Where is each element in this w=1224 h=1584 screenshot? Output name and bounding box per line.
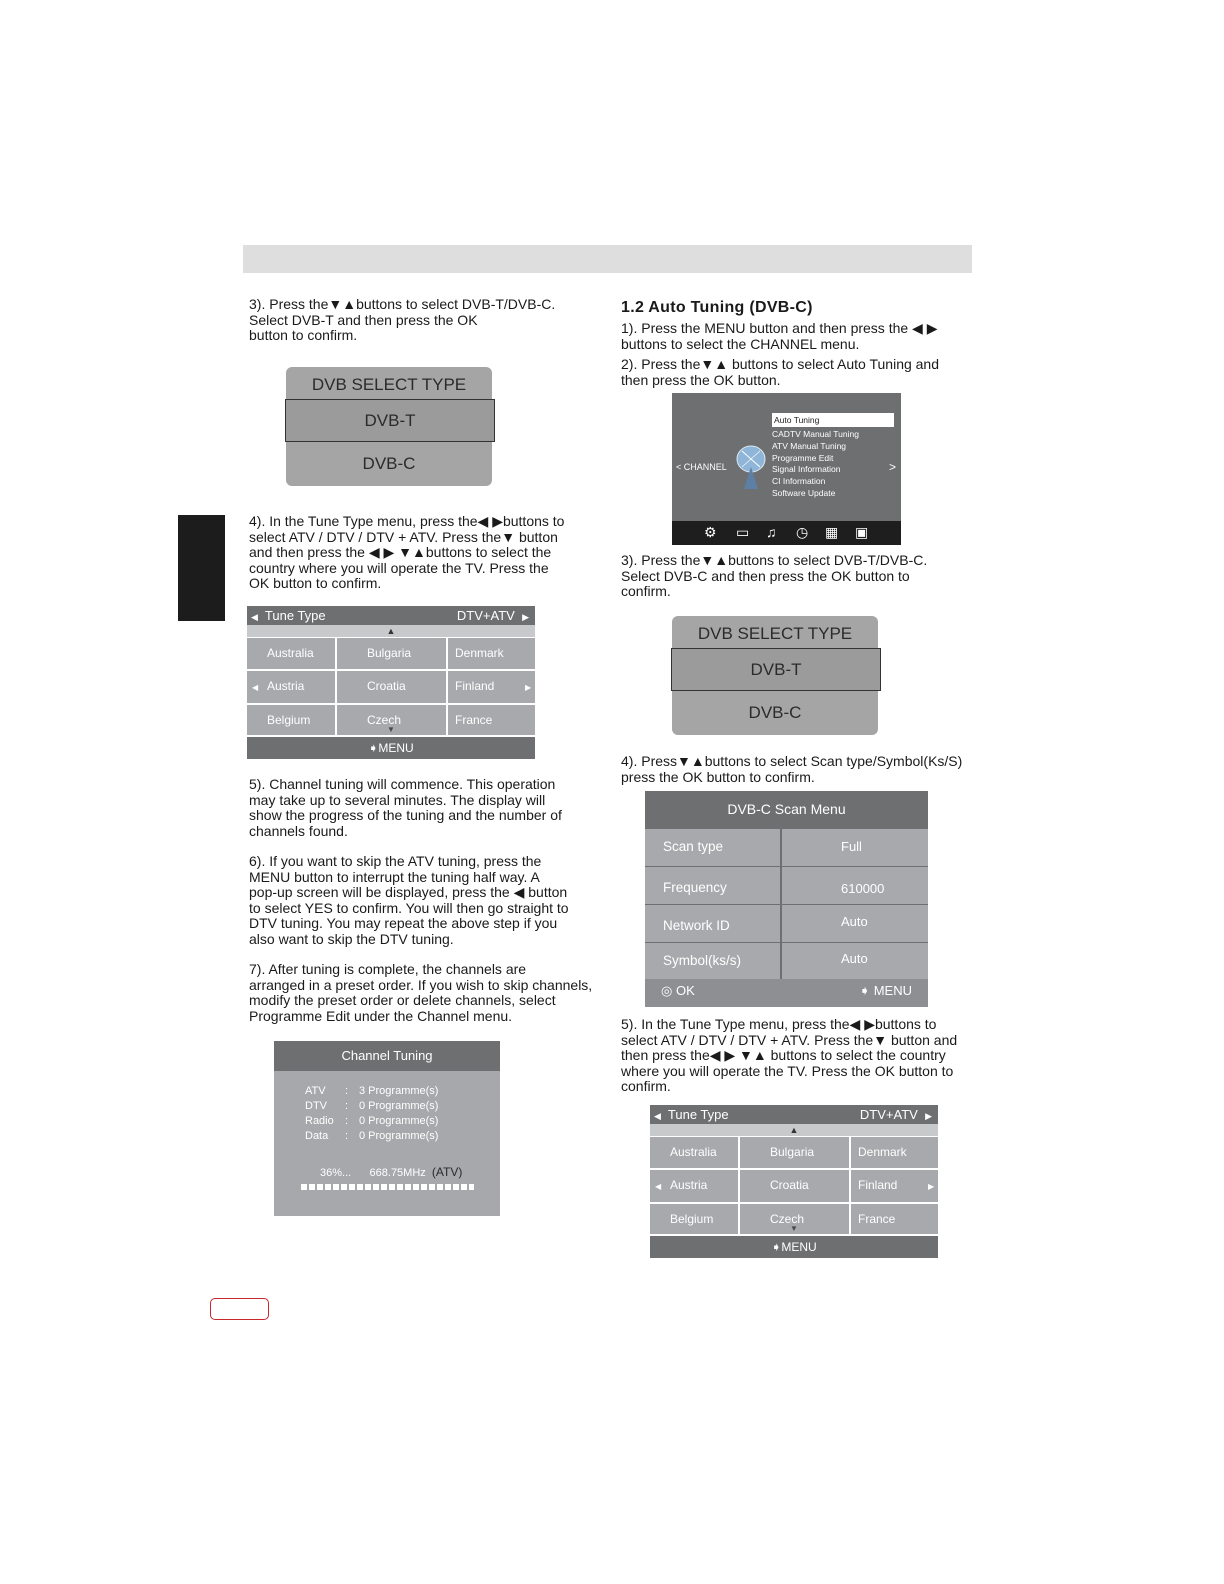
country-cell: Finland bbox=[851, 1170, 938, 1202]
country-cell: France bbox=[448, 705, 535, 735]
tune-type-value: DTV+ATV bbox=[859, 1107, 918, 1122]
tune-type-title: Tune Type bbox=[264, 608, 326, 623]
scan-row: Scan type Full bbox=[645, 828, 928, 866]
tune-type-footer bbox=[650, 1236, 938, 1258]
hand-pointer-icon: ➧ bbox=[368, 741, 379, 755]
gear-icon: ⚙ bbox=[704, 524, 717, 540]
hand-pointer-icon: ➧ bbox=[859, 983, 871, 998]
menu-item: Software Update bbox=[772, 488, 836, 498]
country-cell: Czech bbox=[740, 1204, 849, 1234]
down-arrow-icon: ▼ bbox=[387, 725, 395, 734]
menu-label: MENU bbox=[781, 1240, 817, 1254]
channel-menu-screen bbox=[672, 393, 901, 545]
scan-row: Symbol(ks/s) Auto bbox=[645, 942, 928, 980]
up-arrow-icon: ▲ bbox=[650, 1124, 938, 1136]
channel-tuning-dialog bbox=[274, 1041, 500, 1216]
row-right-arrow-icon: ▶ bbox=[928, 1182, 935, 1191]
right-arrow-icon: ▶ bbox=[522, 612, 529, 622]
left-step-5: 5). Channel tuning will commence. This operation may take up to several minutes. The display will show the progress of the tuning and the number of channels found. bbox=[249, 776, 562, 839]
left-step-7: 7). After tuning is complete, the channels are arranged in a preset order. If you wish to skip channels, modify the preset order or delete channels, select Programme Edit under the Channel menu. bbox=[249, 961, 593, 1024]
satellite-dish-icon bbox=[734, 443, 768, 491]
dvb-option-selected: DVB-T bbox=[671, 648, 881, 691]
left-arrow-icon: ◀ bbox=[251, 612, 258, 622]
row-right-arrow-icon: ▶ bbox=[525, 683, 532, 692]
right-chevron-icon: > bbox=[888, 460, 896, 474]
country-cell: Bulgaria bbox=[337, 638, 446, 669]
tune-type-header bbox=[247, 606, 535, 625]
menu-label: MENU bbox=[378, 741, 414, 755]
tuning-row: DTV : 0 Programme(s) bbox=[305, 1100, 439, 1112]
left-arrow-icon: ◀ bbox=[654, 1111, 661, 1121]
country-cell: France bbox=[851, 1204, 938, 1234]
tuning-progress-text bbox=[320, 1165, 462, 1179]
scan-menu-footer bbox=[645, 979, 928, 1007]
dvb-option-selected: DVB-T bbox=[285, 399, 495, 442]
country-cell: Croatia bbox=[740, 1170, 849, 1202]
country-cell: Denmark bbox=[851, 1137, 938, 1168]
channel-nav-left: < CHANNEL bbox=[676, 462, 727, 472]
side-tab-marker bbox=[178, 515, 225, 621]
dvb-select-type-dialog bbox=[285, 367, 495, 487]
tune-type-footer bbox=[247, 737, 535, 759]
country-cell: Finland bbox=[448, 671, 535, 703]
menu-item: CADTV Manual Tuning bbox=[772, 429, 859, 439]
left-step-6: 6). If you want to skip the ATV tuning, press the MENU button to interrupt the tuning half way. A pop-up screen will be displayed, press the ◀ button to select YES to confirm. You will then go straight to DTV tuning. You may repeat the above step if you also want to skip the DTV tuning. bbox=[249, 853, 569, 947]
tuning-row: Data : 0 Programme(s) bbox=[305, 1130, 439, 1142]
country-cell: Austria bbox=[650, 1170, 738, 1202]
tune-type-header bbox=[650, 1105, 938, 1124]
country-cell: Belgium bbox=[650, 1204, 738, 1234]
tuning-progress-bar bbox=[301, 1184, 474, 1190]
country-cell: Croatia bbox=[337, 671, 446, 703]
right-step-1: 1). Press the MENU button and then press the ◀ ▶ buttons to select the CHANNEL menu. bbox=[621, 320, 938, 352]
tuning-row: ATV : 3 Programme(s) bbox=[305, 1085, 439, 1097]
country-cell: Austria bbox=[247, 671, 335, 703]
channel-tuning-title: Channel Tuning bbox=[274, 1041, 500, 1071]
menu-icon-bar bbox=[672, 521, 901, 545]
ok-label: OK bbox=[675, 983, 695, 998]
tune-type-title: Tune Type bbox=[667, 1107, 729, 1122]
tuning-percent: 36%... bbox=[320, 1167, 352, 1179]
right-step-3: 3). Press the▼▲buttons to select DVB-T/DVB-C. Select DVB-C and then press the OK button to confirm. bbox=[621, 552, 928, 600]
scan-row: Frequency 610000 bbox=[645, 866, 928, 904]
music-icon: ♫ bbox=[766, 524, 777, 540]
scan-row: Network ID Auto bbox=[645, 904, 928, 942]
section-heading: 1.2 Auto Tuning (DVB-C) bbox=[621, 299, 813, 316]
left-step-3: 3). Press the▼▲buttons to select DVB-T/DVB-C. Select DVB-T and then press the OK button to confirm. bbox=[249, 296, 556, 344]
country-cell: Australia bbox=[247, 638, 335, 669]
lock-icon: ▣ bbox=[855, 524, 869, 540]
right-step-5: 5). In the Tune Type menu, press the◀ ▶buttons to select ATV / DTV / DTV + ATV. Press the▼ button and then press the◀ ▶ ▼▲ buttons to select the country where you will operate the TV. Press the OK button to confirm. bbox=[621, 1016, 958, 1095]
ok-circle-icon: ◎ bbox=[661, 983, 673, 998]
dvb-option: DVB-C bbox=[672, 691, 878, 735]
country-cell: Bulgaria bbox=[740, 1137, 849, 1168]
channel-label: CHANNEL bbox=[683, 462, 727, 472]
country-cell: Australia bbox=[650, 1137, 738, 1168]
country-cell: Czech bbox=[337, 705, 446, 735]
dvb-select-title: DVB SELECT TYPE bbox=[286, 367, 492, 400]
dvb-option: DVB-C bbox=[286, 442, 492, 486]
dvb-select-title: DVB SELECT TYPE bbox=[672, 616, 878, 649]
right-arrow-icon: ▶ bbox=[925, 1111, 932, 1121]
tuning-row: Radio : 0 Programme(s) bbox=[305, 1115, 439, 1127]
header-bar bbox=[243, 245, 972, 273]
menu-item: Signal Information bbox=[772, 464, 841, 474]
clock-icon: ◷ bbox=[796, 524, 809, 540]
row-left-arrow-icon: ◀ bbox=[252, 683, 259, 692]
monitor-icon: ▭ bbox=[736, 524, 750, 540]
country-cell: Denmark bbox=[448, 638, 535, 669]
hand-pointer-icon: ➧ bbox=[771, 1240, 782, 1254]
country-cell: Belgium bbox=[247, 705, 335, 735]
scan-menu-title: DVB-C Scan Menu bbox=[645, 791, 928, 828]
row-left-arrow-icon: ◀ bbox=[655, 1182, 662, 1191]
menu-item: ATV Manual Tuning bbox=[772, 441, 847, 451]
dvb-select-type-dialog bbox=[671, 616, 881, 736]
up-arrow-icon: ▲ bbox=[247, 625, 535, 637]
tuning-band: (ATV) bbox=[431, 1165, 463, 1179]
tune-type-menu bbox=[650, 1105, 938, 1258]
right-step-2: 2). Press the▼▲ buttons to select Auto Tuning and then press the OK button. bbox=[621, 356, 940, 388]
dvb-c-scan-menu bbox=[645, 791, 928, 1007]
right-step-4: 4). Press▼▲buttons to select Scan type/Symbol(Ks/S) press the OK button to confirm. bbox=[621, 753, 963, 785]
scan-divider bbox=[780, 828, 782, 980]
menu-item: Programme Edit bbox=[772, 453, 834, 463]
menu-label: MENU bbox=[873, 983, 912, 998]
tuning-frequency: 668.75MHz bbox=[369, 1167, 426, 1179]
down-arrow-icon: ▼ bbox=[790, 1224, 798, 1233]
tune-type-value: DTV+ATV bbox=[456, 608, 515, 623]
menu-item-auto-tuning: Auto Tuning bbox=[772, 413, 894, 427]
grid-icon: ▦ bbox=[825, 524, 839, 540]
tune-type-menu bbox=[247, 606, 535, 759]
menu-item: CI Information bbox=[772, 476, 826, 486]
page-number-box bbox=[210, 1298, 269, 1320]
left-step-4: 4). In the Tune Type menu, press the◀ ▶buttons to select ATV / DTV / DTV + ATV. Press the▼ button and then press the ◀ ▶ ▼▲buttons to select the country where you will operate the TV. Press the OK button to confirm. bbox=[249, 513, 565, 592]
